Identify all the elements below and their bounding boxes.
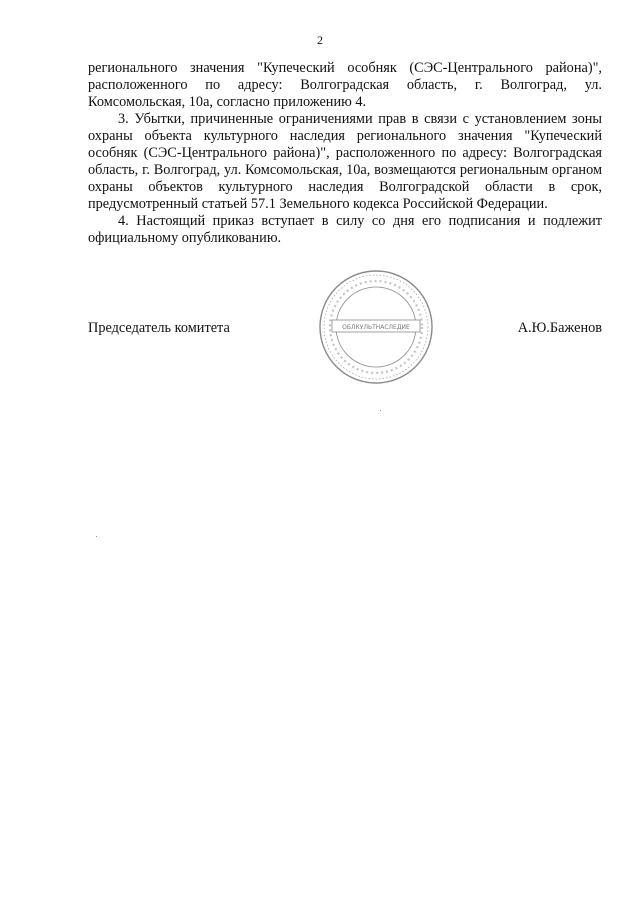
page-number: 2 <box>317 33 323 47</box>
stamp-center-text: ОБЛКУЛЬТНАСЛЕДИЕ <box>342 324 410 331</box>
signer-name: А.Ю.Баженов <box>517 320 602 336</box>
paragraph-3: 3. Убытки, причиненные ограничениями прав в связи с установлением зоны охраны объекта культурного наследия регионального значения "Купеческий особняк (СЭС-Центрального района)", расположенного по адресу: Волгоградская область, г. Волгоград, ул. Комсомольская, 10а, возмещаются региональным органом охраны объектов культурного наследия Волгоградской области в срок, предусмотренный статьей 57.1 Земельного кодекса Российской Федерации. <box>88 111 602 212</box>
signature-block <box>88 320 602 340</box>
document-body <box>88 60 602 247</box>
scan-speck <box>380 410 381 411</box>
paragraph-4: 4. Настоящий приказ вступает в силу со дня его подписания и подлежит официальному опубликованию. <box>88 213 602 246</box>
scan-speck <box>96 536 97 537</box>
signer-title: Председатель комитета <box>88 320 230 336</box>
paragraph-2-continuation: регионального значения "Купеческий особняк (СЭС-Центрального района)", расположенного по адресу: Волгоградская область, г. Волгоград, ул. Комсомольская, 10а, согласно приложению 4. <box>88 60 602 110</box>
